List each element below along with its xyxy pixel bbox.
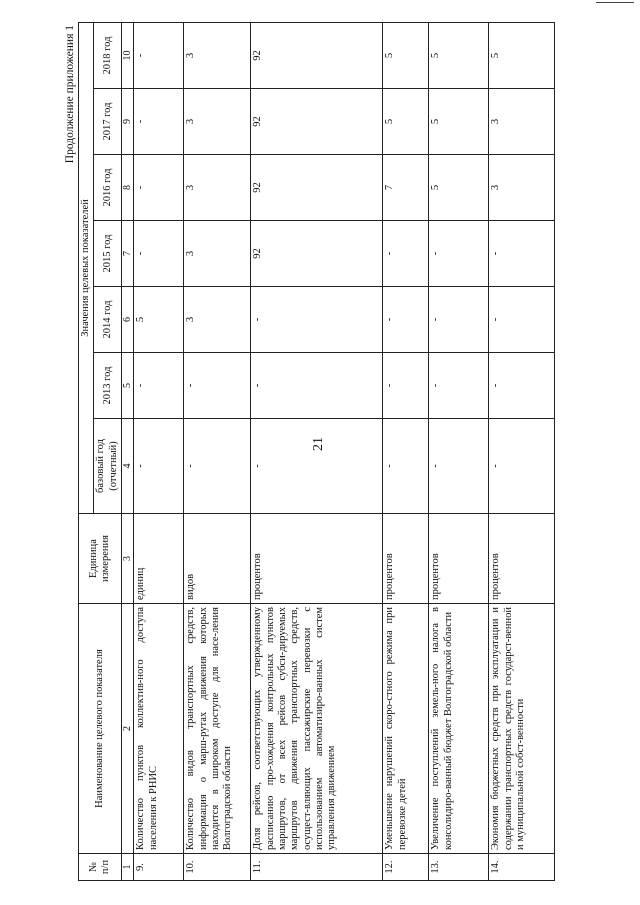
column-number: 3 xyxy=(122,514,134,604)
column-number: 5 xyxy=(122,353,134,419)
indicators-table xyxy=(78,22,555,881)
table-row xyxy=(251,22,383,880)
value-cell: - xyxy=(489,221,555,287)
value-cell: 3 xyxy=(184,221,251,287)
indicator-name: Доля рейсов, соответствующих утвержденному расписанию про-хождения контрольных пунктов маршрутов, от всех рейсов субси-дируемых маршрутов движения транспортных средств, осущест-вляющих пассажирские перевозки с использованием автоматизиро-ванных систем управления движением xyxy=(251,604,383,854)
continuation-label: Продолжение приложения 1 xyxy=(64,25,76,164)
header-year: 2014 год xyxy=(94,287,122,353)
column-number: 2 xyxy=(122,604,134,854)
value-cell: - xyxy=(383,419,429,514)
header-year: 2015 год xyxy=(94,221,122,287)
header-year: 2018 год xyxy=(94,22,122,88)
indicator-name: Увеличение поступлений земель-ного налога в консолидиро-ванный бюджет Волгоградской области xyxy=(429,604,489,854)
table-row xyxy=(489,22,555,880)
row-number: 13. xyxy=(429,854,489,881)
table-row xyxy=(184,22,251,880)
header-year: базовый год (отчетный) xyxy=(94,419,122,514)
value-cell: - xyxy=(383,287,429,353)
indicator-name: Уменьшение нарушений скоро-стного режима при перевозке детей xyxy=(383,604,429,854)
value-cell: - xyxy=(489,287,555,353)
value-cell: 5 xyxy=(489,22,555,88)
value-cell: 92 xyxy=(251,22,383,88)
value-cell: - xyxy=(134,221,184,287)
value-cell: - xyxy=(429,287,489,353)
page-number: 21 xyxy=(311,437,326,451)
header-year: 2013 год xyxy=(94,353,122,419)
value-cell: 92 xyxy=(251,89,383,155)
value-cell: - xyxy=(429,353,489,419)
value-cell: - xyxy=(134,89,184,155)
column-number: 4 xyxy=(122,419,134,514)
corner-mark xyxy=(596,2,634,3)
column-number: 1 xyxy=(122,854,134,881)
value-cell: 5 xyxy=(429,89,489,155)
indicator-unit: процентов xyxy=(429,514,489,604)
value-cell: - xyxy=(251,419,383,514)
value-cell: - xyxy=(383,353,429,419)
value-cell: - xyxy=(383,221,429,287)
value-cell: - xyxy=(134,22,184,88)
value-cell: - xyxy=(134,155,184,221)
value-cell: 3 xyxy=(184,155,251,221)
header-year: 2016 год xyxy=(94,155,122,221)
value-cell: 5 xyxy=(134,287,184,353)
value-cell: - xyxy=(134,353,184,419)
header-year: 2017 год xyxy=(94,89,122,155)
column-number: 9 xyxy=(122,89,134,155)
table-row xyxy=(134,22,184,880)
value-cell: 3 xyxy=(184,22,251,88)
column-number: 6 xyxy=(122,287,134,353)
indicator-unit: процентов xyxy=(383,514,429,604)
row-number: 10. xyxy=(184,854,251,881)
value-cell: - xyxy=(489,353,555,419)
indicator-unit: процентов xyxy=(251,514,383,604)
column-numbers-row xyxy=(122,22,134,880)
value-cell: - xyxy=(489,419,555,514)
value-cell: - xyxy=(184,353,251,419)
table-row xyxy=(383,22,429,880)
value-cell: - xyxy=(134,419,184,514)
value-cell: 3 xyxy=(489,89,555,155)
indicator-unit: видов xyxy=(184,514,251,604)
value-cell: 5 xyxy=(383,89,429,155)
indicator-name: Количество пунктов коллектив-ного доступа населения к РНИС xyxy=(134,604,184,854)
value-cell: 5 xyxy=(429,22,489,88)
indicator-unit: процентов xyxy=(489,514,555,604)
value-cell: 92 xyxy=(251,221,383,287)
column-number: 7 xyxy=(122,221,134,287)
row-number: 14. xyxy=(489,854,555,881)
column-number: 8 xyxy=(122,155,134,221)
row-number: 9. xyxy=(134,854,184,881)
value-cell: 3 xyxy=(489,155,555,221)
value-cell: - xyxy=(429,221,489,287)
value-cell: 5 xyxy=(383,22,429,88)
value-cell: - xyxy=(251,353,383,419)
column-number: 10 xyxy=(122,22,134,88)
value-cell: - xyxy=(184,419,251,514)
header-no: № п/п xyxy=(79,854,122,881)
indicator-name: Количество видов транспортных средств, информация о марш-рутах движения которых находится в широком доступе для насе-ления Волгоградской области xyxy=(184,604,251,854)
value-cell: - xyxy=(251,287,383,353)
indicator-name: Экономия бюджетных средств при эксплуатации и содержании транспортных средств государст-венной и муниципальной собст-венности xyxy=(489,604,555,854)
value-cell: 7 xyxy=(383,155,429,221)
row-number: 12. xyxy=(383,854,429,881)
value-cell: 3 xyxy=(184,287,251,353)
header-name: Наименование целевого показателя xyxy=(79,604,122,854)
header-unit: Единица измерения xyxy=(79,514,122,604)
row-number: 11. xyxy=(251,854,383,881)
header-values-group: Значения целевых показателей xyxy=(79,22,94,513)
value-cell: 92 xyxy=(251,155,383,221)
indicator-unit: единиц xyxy=(134,514,184,604)
value-cell: 3 xyxy=(184,89,251,155)
table-row xyxy=(429,22,489,880)
rotated-page xyxy=(60,23,600,881)
value-cell: - xyxy=(429,419,489,514)
value-cell: 5 xyxy=(429,155,489,221)
